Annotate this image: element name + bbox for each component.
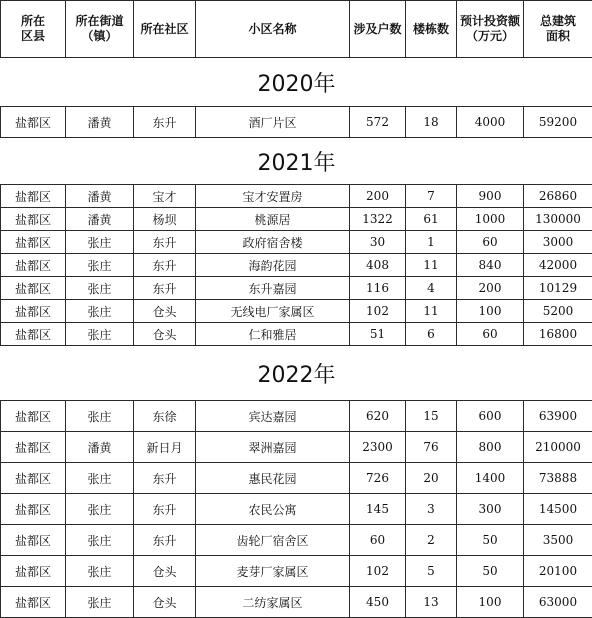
table-row (1, 401, 592, 432)
floor-area-cell: 10129 (524, 277, 592, 300)
county-cell: 盐都区 (1, 556, 66, 587)
buildings-cell: 3 (406, 494, 457, 525)
community-cell: 东升 (134, 525, 196, 556)
complex-name-cell: 无线电厂家属区 (196, 300, 350, 323)
floor-area-cell: 73888 (524, 463, 592, 494)
households-cell: 1322 (350, 208, 406, 231)
floor-area-cell: 130000 (524, 208, 592, 231)
buildings-header: 楼栋数 (406, 1, 457, 58)
floor-area-cell: 16800 (524, 323, 592, 346)
county-cell: 盐都区 (1, 208, 66, 231)
community-cell: 东徐 (134, 401, 196, 432)
floor-area-cell: 5200 (524, 300, 592, 323)
floor-area-cell: 3000 (524, 231, 592, 254)
investment-cell: 800 (457, 432, 524, 463)
community-cell: 东升 (134, 277, 196, 300)
households-cell: 116 (350, 277, 406, 300)
floor-area-cell: 20100 (524, 556, 592, 587)
street-cell: 张庄 (66, 525, 134, 556)
table-row (1, 300, 592, 323)
floor-area-cell: 63000 (524, 587, 592, 618)
section-year: 2020年 (1, 58, 592, 107)
table-row (1, 323, 592, 346)
street-cell: 潘黄 (66, 107, 134, 138)
investment-cell: 50 (457, 525, 524, 556)
year-row (1, 58, 592, 107)
complex-name-cell: 麦芽厂家属区 (196, 556, 350, 587)
complex-name-cell: 政府宿舍楼 (196, 231, 350, 254)
floor-area-cell: 42000 (524, 254, 592, 277)
complex-name-cell: 齿轮厂宿舍区 (196, 525, 350, 556)
street-cell: 张庄 (66, 556, 134, 587)
floor-area-cell: 210000 (524, 432, 592, 463)
buildings-cell: 4 (406, 277, 457, 300)
street-cell: 张庄 (66, 323, 134, 346)
floor-area-cell: 63900 (524, 401, 592, 432)
community-cell: 东升 (134, 494, 196, 525)
community-cell: 宝才 (134, 185, 196, 208)
county-cell: 盐都区 (1, 107, 66, 138)
street-cell: 潘黄 (66, 185, 134, 208)
street-cell: 张庄 (66, 494, 134, 525)
section-year: 2021年 (1, 138, 592, 185)
investment-cell: 60 (457, 231, 524, 254)
community-cell: 新日月 (134, 432, 196, 463)
county-cell: 盐都区 (1, 277, 66, 300)
table-row (1, 185, 592, 208)
community-cell: 仓头 (134, 300, 196, 323)
community-cell: 东升 (134, 231, 196, 254)
investment-cell: 4000 (457, 107, 524, 138)
street-header: 所在街道 （镇） (66, 1, 134, 58)
complex-name-cell: 惠民花园 (196, 463, 350, 494)
buildings-cell: 15 (406, 401, 457, 432)
investment-cell: 300 (457, 494, 524, 525)
investment-cell: 1400 (457, 463, 524, 494)
households-cell: 145 (350, 494, 406, 525)
floor-area-cell: 3500 (524, 525, 592, 556)
county-cell: 盐都区 (1, 401, 66, 432)
table-row (1, 277, 592, 300)
households-cell: 450 (350, 587, 406, 618)
floor-area-cell: 14500 (524, 494, 592, 525)
households-cell: 102 (350, 556, 406, 587)
county-cell: 盐都区 (1, 587, 66, 618)
complex-name-cell: 翠洲嘉园 (196, 432, 350, 463)
households-cell: 620 (350, 401, 406, 432)
table-row (1, 494, 592, 525)
buildings-cell: 5 (406, 556, 457, 587)
complex-name-cell: 仁和雅居 (196, 323, 350, 346)
county-cell: 盐都区 (1, 432, 66, 463)
table-row (1, 432, 592, 463)
buildings-cell: 76 (406, 432, 457, 463)
households-cell: 102 (350, 300, 406, 323)
street-cell: 张庄 (66, 587, 134, 618)
complex-name-cell: 二纺家属区 (196, 587, 350, 618)
header-row (1, 1, 592, 58)
community-cell: 东升 (134, 463, 196, 494)
street-cell: 张庄 (66, 277, 134, 300)
section-year: 2022年 (1, 346, 592, 401)
complex-name-cell: 海韵花园 (196, 254, 350, 277)
table-row (1, 525, 592, 556)
complex-name-cell: 酒厂片区 (196, 107, 350, 138)
investment-cell: 100 (457, 300, 524, 323)
table-row (1, 208, 592, 231)
year-row (1, 138, 592, 185)
street-cell: 张庄 (66, 231, 134, 254)
street-cell: 张庄 (66, 463, 134, 494)
complex-name-cell: 宝才安置房 (196, 185, 350, 208)
county-cell: 盐都区 (1, 323, 66, 346)
households-cell: 60 (350, 525, 406, 556)
investment-cell: 60 (457, 323, 524, 346)
buildings-cell: 18 (406, 107, 457, 138)
community-cell: 东升 (134, 107, 196, 138)
households-cell: 51 (350, 323, 406, 346)
table-row (1, 231, 592, 254)
floor-area-cell: 59200 (524, 107, 592, 138)
complex-name-cell: 桃源居 (196, 208, 350, 231)
county-cell: 盐都区 (1, 525, 66, 556)
buildings-cell: 6 (406, 323, 457, 346)
community-cell: 东升 (134, 254, 196, 277)
community-cell: 杨坝 (134, 208, 196, 231)
county-cell: 盐都区 (1, 463, 66, 494)
complex-name-header: 小区名称 (196, 1, 350, 58)
county-header: 所在 区县 (1, 1, 66, 58)
investment-cell: 1000 (457, 208, 524, 231)
floor-area-cell: 26860 (524, 185, 592, 208)
community-cell: 仓头 (134, 323, 196, 346)
investment-cell: 900 (457, 185, 524, 208)
street-cell: 潘黄 (66, 208, 134, 231)
investment-cell: 200 (457, 277, 524, 300)
county-cell: 盐都区 (1, 300, 66, 323)
community-cell: 仓头 (134, 556, 196, 587)
households-cell: 2300 (350, 432, 406, 463)
investment-cell: 600 (457, 401, 524, 432)
buildings-cell: 2 (406, 525, 457, 556)
investment-cell: 100 (457, 587, 524, 618)
community-cell: 仓头 (134, 587, 196, 618)
county-cell: 盐都区 (1, 185, 66, 208)
street-cell: 张庄 (66, 300, 134, 323)
households-cell: 726 (350, 463, 406, 494)
investment-cell: 50 (457, 556, 524, 587)
street-cell: 张庄 (66, 401, 134, 432)
table-row (1, 107, 592, 138)
households-cell: 30 (350, 231, 406, 254)
buildings-cell: 7 (406, 185, 457, 208)
street-cell: 张庄 (66, 254, 134, 277)
households-cell: 572 (350, 107, 406, 138)
households-cell: 408 (350, 254, 406, 277)
floor-area-header: 总建筑 面积 (524, 1, 592, 58)
households-header: 涉及户数 (350, 1, 406, 58)
table-row (1, 463, 592, 494)
buildings-cell: 1 (406, 231, 457, 254)
year-row (1, 346, 592, 401)
complex-name-cell: 农民公寓 (196, 494, 350, 525)
table-row (1, 556, 592, 587)
investment-header: 预计投资额 （万元） (457, 1, 524, 58)
county-cell: 盐都区 (1, 254, 66, 277)
county-cell: 盐都区 (1, 494, 66, 525)
buildings-cell: 61 (406, 208, 457, 231)
investment-cell: 840 (457, 254, 524, 277)
buildings-cell: 20 (406, 463, 457, 494)
street-cell: 潘黄 (66, 432, 134, 463)
complex-name-cell: 东升嘉园 (196, 277, 350, 300)
table-body (1, 58, 592, 618)
county-cell: 盐都区 (1, 231, 66, 254)
buildings-cell: 11 (406, 300, 457, 323)
households-cell: 200 (350, 185, 406, 208)
complex-name-cell: 宾达嘉园 (196, 401, 350, 432)
buildings-cell: 13 (406, 587, 457, 618)
table-row (1, 254, 592, 277)
community-header: 所在社区 (134, 1, 196, 58)
buildings-cell: 11 (406, 254, 457, 277)
